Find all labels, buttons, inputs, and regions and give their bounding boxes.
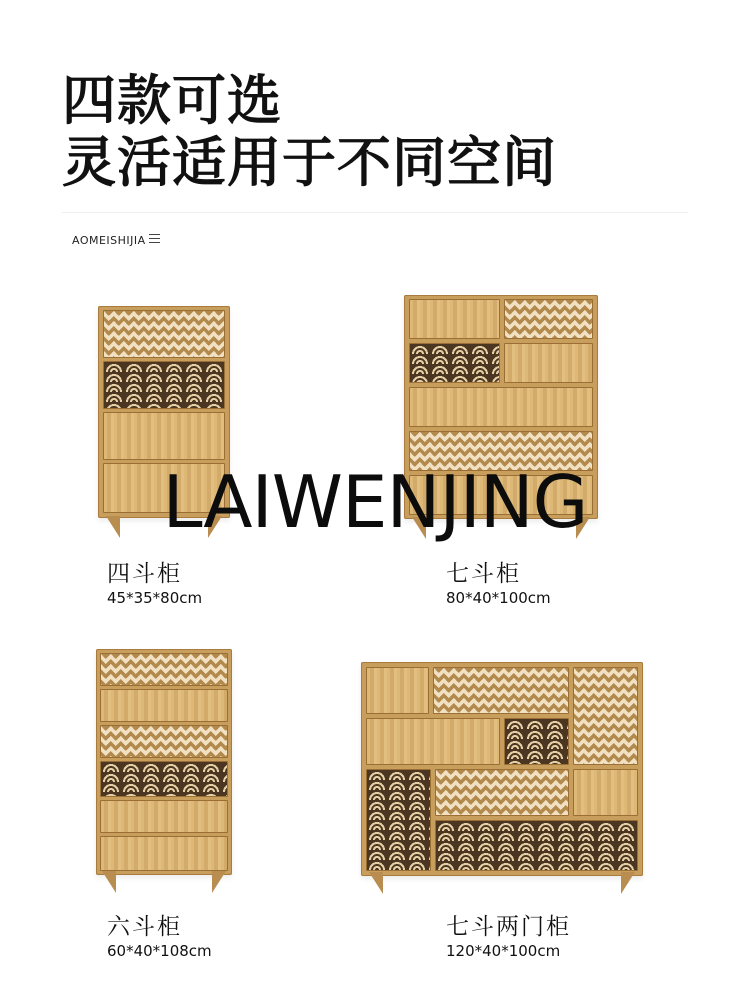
cabinet-leg — [369, 872, 383, 894]
product-name: 七斗柜 — [446, 561, 521, 587]
watermark-text: LAIWENJING — [162, 460, 588, 544]
header-divider — [62, 212, 688, 213]
drawer — [435, 820, 638, 871]
drawer — [100, 836, 228, 871]
product-size: 45*35*80cm — [107, 589, 203, 607]
product-image-seven-drawer-two-door — [361, 662, 643, 894]
product-size: 60*40*108cm — [107, 942, 212, 960]
drawer — [100, 725, 228, 758]
drawer — [409, 299, 500, 339]
product-name: 七斗两门柜 — [446, 914, 571, 940]
product-size: 120*40*100cm — [446, 942, 561, 960]
product-label-six-drawer — [107, 913, 212, 961]
cabinet-leg — [212, 871, 226, 893]
product-label-seven-drawer — [446, 560, 551, 608]
drawer — [504, 299, 593, 339]
drawer — [573, 769, 638, 816]
drawer — [504, 343, 593, 383]
drawer — [103, 412, 225, 460]
product-label-seven-drawer-two-door — [446, 913, 571, 961]
drawer — [100, 761, 228, 797]
drawer — [435, 769, 569, 816]
cabinet-leg — [621, 872, 635, 894]
drawer — [366, 718, 500, 765]
drawer — [100, 800, 228, 833]
product-size: 80*40*100cm — [446, 589, 551, 607]
drawer — [504, 718, 569, 765]
drawer — [409, 343, 500, 383]
drawer — [100, 653, 228, 686]
drawer — [366, 667, 429, 714]
page-headline — [62, 70, 557, 194]
cabinet-door — [573, 667, 638, 765]
product-label-four-drawer — [107, 560, 202, 608]
headline-line-2: 灵活适用于不同空间 — [62, 131, 557, 194]
product-name: 四斗柜 — [107, 561, 182, 587]
drawer — [103, 310, 225, 358]
product-image-six-drawer — [96, 649, 232, 893]
cabinet-leg — [102, 871, 116, 893]
cabinet-door — [366, 769, 431, 871]
brand-mark — [72, 234, 160, 247]
menu-lines-icon — [149, 234, 160, 243]
headline-line-1: 四款可选 — [62, 69, 282, 132]
drawer — [409, 387, 593, 427]
drawer — [100, 689, 228, 722]
product-name: 六斗柜 — [107, 914, 182, 940]
brand-name: AOMEISHIJIA — [72, 234, 146, 247]
cabinet-leg — [106, 516, 120, 538]
drawer — [433, 667, 569, 714]
drawer — [103, 361, 225, 409]
